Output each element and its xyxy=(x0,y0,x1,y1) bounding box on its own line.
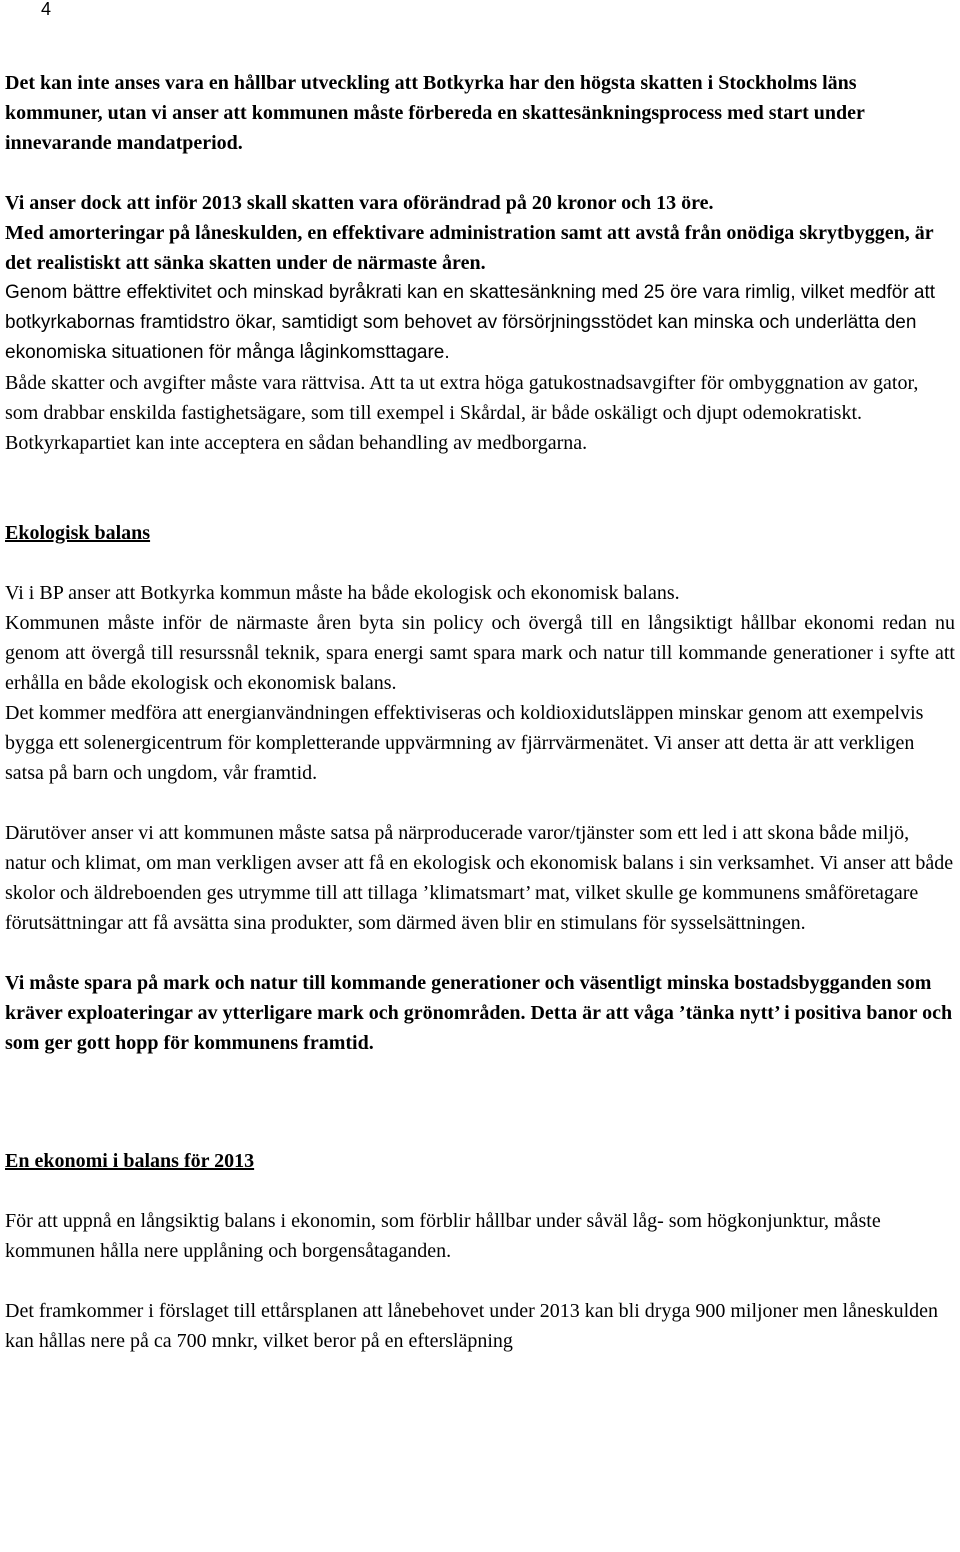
paragraph-save-land: Vi måste spara på mark och natur till kommande generationer och väsentligt minska bostadsbygganden som kräver exploateringar av ytterligare mark och grönområden. Detta är att våga ’tänka nytt’ i positiva banor och som ger gott hopp för kommunens framtid. xyxy=(5,972,953,1054)
paragraph-tax-sustainability: Det kan inte anses vara en hållbar utveckling att Botkyrka har den högsta skatten i Stockholms läns kommuner, utan vi anser att kommunen måste förbereda en skattesänkningsprocess med start under innevarande mandatperiod. xyxy=(5,72,865,154)
paragraph-local-produce: Därutöver anser vi att kommunen måste satsa på närproducerade varor/tjänster som ett led i att skona både miljö, natur och klimat, om man verkligen avser att få en ekologisk och ekonomisk balans i sin verksamhet. Vi anser att både skolor och äldreboenden ges utrymme till att tillaga ’klimatsmart’ mat, vilket skulle ge kommunens småföretagare förutsättningar att få avsätta sina produkter, som därmed även blir en stimulans för sysselsättningen. xyxy=(5,822,954,934)
paragraph-policy: Kommunen måste inför de närmaste åren byta sin policy och övergå till en långsiktigt hållbar ekonomi redan nu genom att övergå till resurssnål teknik, spara energi samt spara mark och natur till kommande generationer i syfte att erhålla en både ekologisk och ekonomisk balans. xyxy=(5,612,955,694)
paragraph-tax-unchanged: Vi anser dock att inför 2013 skall skatten vara oförändrad på 20 kronor och 13 öre. xyxy=(5,192,714,214)
paragraph-energy: Det kommer medföra att energianvändningen effektiviseras och koldioxidutsläppen minskar genom att exempelvis bygga ett solenergicentrum för kompletterande uppvärmning av fjärrvärmenätet. Vi anser att detta är att verkligen satsa på barn och ungdom, vår framtid. xyxy=(5,702,924,784)
page-number: 4 xyxy=(41,0,52,19)
paragraph-botkyrkapartiet: Botkyrkapartiet kan inte acceptera en sådan behandling av medborgarna. xyxy=(5,432,588,454)
document-body xyxy=(5,68,955,1356)
paragraph-loan-need: Det framkommer i förslaget till ettårsplanen att lånebehovet under 2013 kan bli dryga 900 miljoner men låneskulden kan hållas nere på ca 700 mnkr, vilket beror på en eftersläpning xyxy=(5,1300,939,1352)
heading-ekonomi-i-balans: En ekonomi i balans för 2013 xyxy=(5,1150,255,1172)
paragraph-tax-lowering: Med amorteringar på låneskulden, en effektivare administration samt att avstå från onödiga skrytbyggen, är det realistiskt att sänka skatten under de närmaste åren. xyxy=(5,222,934,274)
paragraph-bp-balance: Vi i BP anser att Botkyrka kommun måste ha både ekologisk och ekonomisk balans. xyxy=(5,582,680,604)
paragraph-fees: Både skatter och avgifter måste vara rättvisa. Att ta ut extra höga gatukostnadsavgifter för ombyggnation av gator, som drabbar enskilda fastighetsägare, som till exempel i Skårdal, är både oskäligt och djupt odemokratiskt. xyxy=(5,372,919,424)
paragraph-efficiency: Genom bättre effektivitet och minskad byråkrati kan en skattesänkning med 25 öre vara rimlig, vilket medför att botkyrkabornas framtidstro ökar, samtidigt som behovet av försörjningsstödet kan minska och underlätta den ekonomiska situationen för många låginkomsttagare. xyxy=(5,282,936,363)
paragraph-long-term-balance: För att uppnå en långsiktig balans i ekonomin, som förblir hållbar under såväl låg- som högkonjunktur, måste kommunen hålla nere upplåning och borgensåtaganden. xyxy=(5,1210,881,1262)
heading-ekologisk-balans: Ekologisk balans xyxy=(5,522,151,544)
